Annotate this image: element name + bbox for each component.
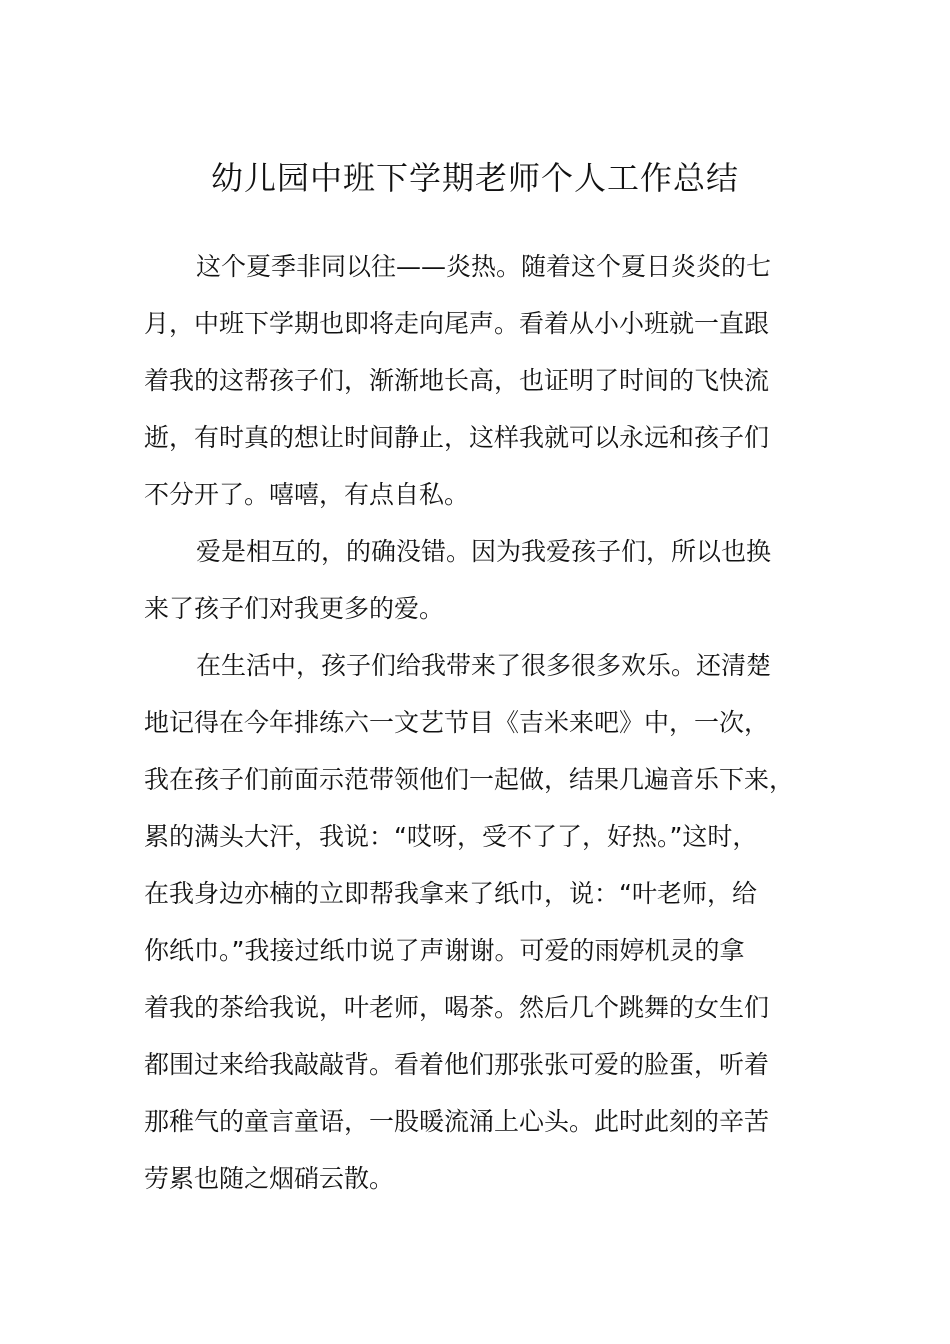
paragraph-line: 着我的这帮孩子们，渐渐地长高，也证明了时间的飞快流 — [144, 366, 770, 395]
paragraph-line: 这个夏季非同以往——炎热。随着这个夏日炎炎的七 — [196, 252, 772, 281]
paragraph-line: 在生活中，孩子们给我带来了很多很多欢乐。还清楚 — [196, 651, 772, 680]
paragraph-2 — [144, 523, 794, 637]
paragraph-line: 在我身边亦楠的立即帮我拿来了纸巾，说：“叶老师，给 — [144, 879, 757, 908]
paragraph-3 — [144, 637, 794, 1207]
paragraph-line: 劳累也随之烟硝云散。 — [144, 1164, 395, 1193]
paragraph-line: 那稚气的童言童语，一股暖流涌上心头。此时此刻的辛苦 — [144, 1107, 770, 1136]
paragraph-1 — [144, 238, 794, 523]
paragraph-line: 不分开了。嘻嘻，有点自私。 — [144, 480, 470, 509]
paragraph-line: 月，中班下学期也即将走向尾声。看着从小小班就一直跟 — [144, 309, 770, 338]
document-title: 幼儿园中班下学期老师个人工作总结 — [210, 159, 739, 197]
paragraph-line: 你纸巾。”我接过纸巾说了声谢谢。可爱的雨婷机灵的拿 — [144, 936, 745, 965]
paragraph-line: 我在孩子们前面示范带领他们一起做，结果几遍音乐下来， — [144, 765, 795, 794]
document-body — [144, 238, 794, 1207]
paragraph-line: 地记得在今年排练六一文艺节目《吉米来吧》中，一次， — [144, 708, 770, 737]
paragraph-line: 逝，有时真的想让时间静止，这样我就可以永远和孩子们 — [144, 423, 770, 452]
paragraph-line: 着我的茶给我说，叶老师，喝茶。然后几个跳舞的女生们 — [144, 993, 770, 1022]
paragraph-line: 爱是相互的，的确没错。因为我爱孩子们，所以也换 — [196, 537, 772, 566]
paragraph-line: 来了孩子们对我更多的爱。 — [144, 594, 445, 623]
paragraph-line: 累的满头大汗，我说：“哎呀，受不了了，好热。”这时， — [144, 822, 758, 851]
paragraph-line: 都围过来给我敲敲背。看着他们那张张可爱的脸蛋，听着 — [144, 1050, 770, 1079]
